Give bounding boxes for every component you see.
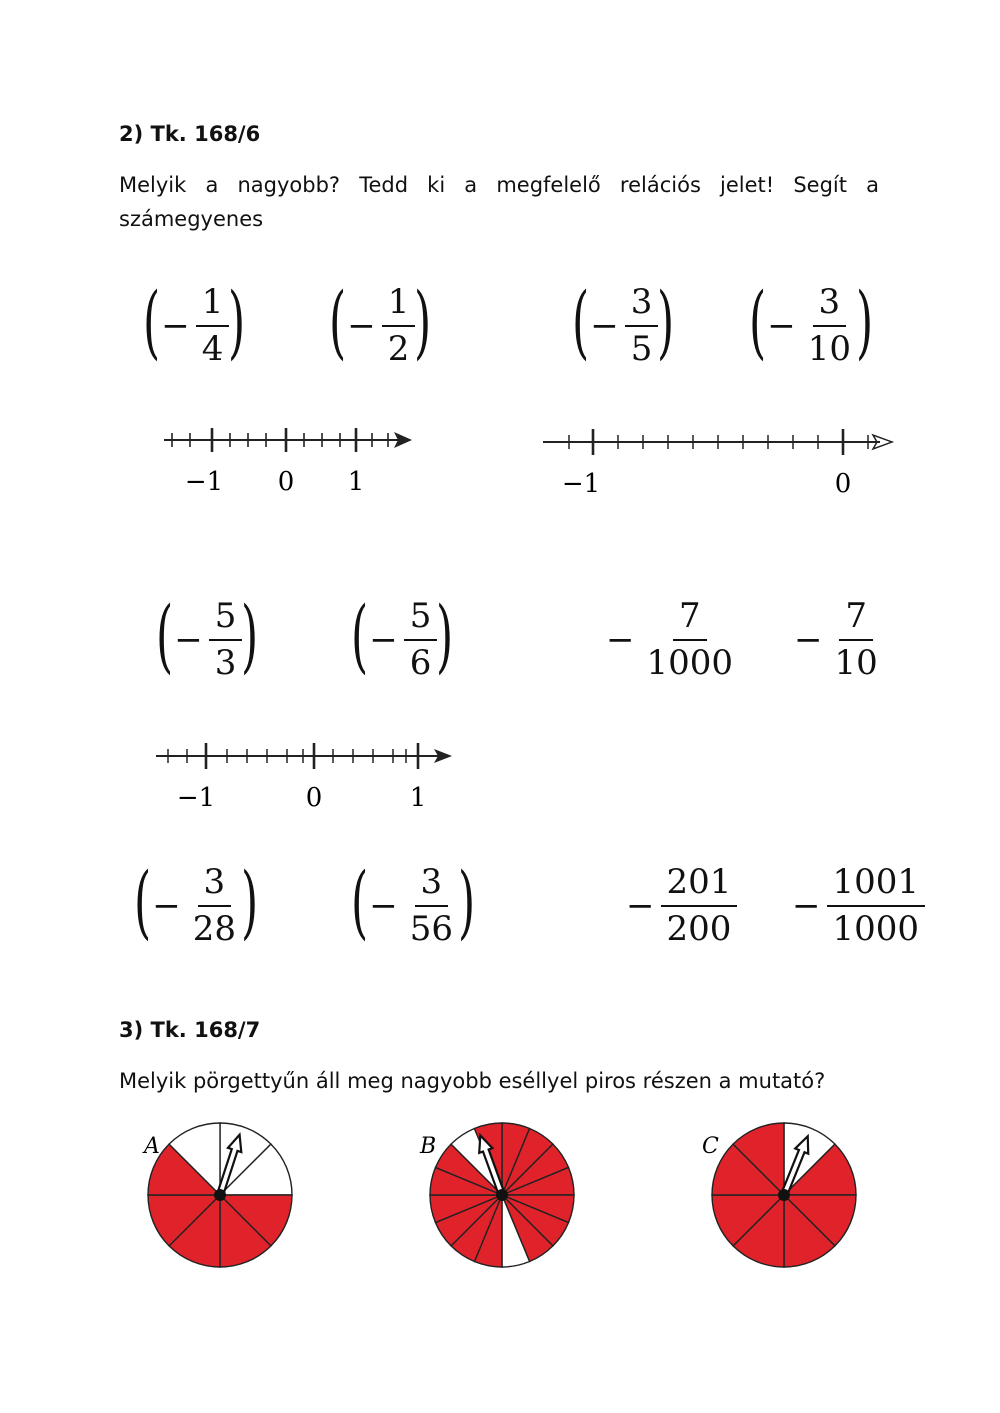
fraction-pair6-b — [790, 856, 925, 956]
fraction-pair2-b: ( − $\frac{3}{10}$ ) — [749, 275, 874, 369]
numerator: 5 — [209, 598, 243, 641]
fraction-pair4-b — [792, 590, 884, 690]
minus-sign: − — [369, 886, 398, 926]
fraction-pair5-b: ( − $\frac{3}{56}$ ) — [351, 855, 476, 949]
spinner-c — [694, 1115, 874, 1280]
denominator: 200 — [666, 909, 732, 949]
tick-label: 1 — [347, 467, 365, 497]
minus-sign: − — [792, 886, 821, 926]
numerator: 5 — [404, 598, 438, 641]
denominator: 5 — [630, 329, 653, 369]
number-line-2 — [535, 418, 905, 502]
numerator: 7 — [839, 598, 873, 641]
fraction-pair6-a — [624, 856, 737, 956]
minus-sign: − — [347, 306, 376, 346]
denominator: 3 — [214, 643, 237, 683]
spinner-label: B — [420, 1134, 437, 1159]
spinner-b — [412, 1115, 592, 1280]
minus-sign: − — [767, 306, 796, 346]
fraction-pair1-b: ( − $\frac{1}{2}$ ) — [329, 275, 432, 369]
spinner-hub — [214, 1189, 226, 1201]
minus-sign: − — [794, 620, 823, 660]
numerator: 3 — [415, 864, 449, 907]
fraction-pair3-b: ( − $\frac{5}{6}$ ) — [351, 589, 454, 683]
spinner-hub — [778, 1189, 790, 1201]
fraction-pair2-a: ( − $\frac{3}{5}$ ) — [572, 275, 675, 369]
spinner-hub — [496, 1189, 508, 1201]
fraction-pair4-a — [604, 590, 739, 690]
denominator: 10 — [807, 329, 851, 369]
tick-label: −1 — [184, 467, 224, 497]
denominator: 1000 — [832, 909, 920, 949]
minus-sign: − — [626, 886, 655, 926]
numerator: 7 — [673, 598, 707, 641]
tick-label: −1 — [561, 469, 601, 499]
denominator: 1000 — [646, 643, 734, 683]
numerator: 201 — [661, 864, 738, 907]
numerator: 1 — [196, 284, 230, 327]
denominator: 6 — [409, 643, 432, 683]
denominator: 56 — [409, 909, 453, 949]
spinner-label: C — [702, 1134, 719, 1159]
denominator: 28 — [192, 909, 236, 949]
tick-label: 0 — [277, 467, 295, 497]
numerator: 3 — [198, 864, 232, 907]
fraction-pair1-a: ( − $\frac{1}{4}$ ) — [143, 275, 246, 369]
numerator: 1001 — [827, 864, 926, 907]
number-line-1 — [150, 418, 420, 498]
fraction-pair3-a: ( − $\frac{5}{3}$ ) — [156, 589, 259, 683]
minus-sign: − — [369, 620, 398, 660]
minus-sign: − — [606, 620, 635, 660]
minus-sign: − — [152, 886, 181, 926]
task2-instruction: Melyik a nagyobb? Tedd ki a megfelelő relációs jelet! Segít a — [119, 173, 879, 197]
denominator: 2 — [387, 329, 410, 369]
spinner-label: A — [144, 1134, 160, 1159]
task3-title: 3) Tk. 168/7 — [119, 1018, 261, 1042]
numerator: 3 — [813, 284, 847, 327]
task2-title: 2) Tk. 168/6 — [119, 122, 261, 146]
denominator: 10 — [834, 643, 878, 683]
denominator: 4 — [201, 329, 224, 369]
number-line-3 — [150, 734, 460, 814]
tick-label: 0 — [305, 783, 323, 813]
numerator: 1 — [382, 284, 416, 327]
minus-sign: − — [174, 620, 203, 660]
minus-sign: − — [161, 306, 190, 346]
task2-instruction-line2: számegyenes — [119, 207, 264, 231]
numerator: 3 — [625, 284, 659, 327]
fraction-pair5-a: ( − $\frac{3}{28}$ ) — [134, 855, 259, 949]
tick-label: −1 — [176, 783, 216, 813]
task3-question: Melyik pörgettyűn áll meg nagyobb eséllyel piros részen a mutató? — [119, 1069, 826, 1093]
tick-label: 1 — [409, 783, 427, 813]
spinner-a — [130, 1115, 310, 1280]
minus-sign: − — [590, 306, 619, 346]
tick-label: 0 — [834, 469, 852, 499]
